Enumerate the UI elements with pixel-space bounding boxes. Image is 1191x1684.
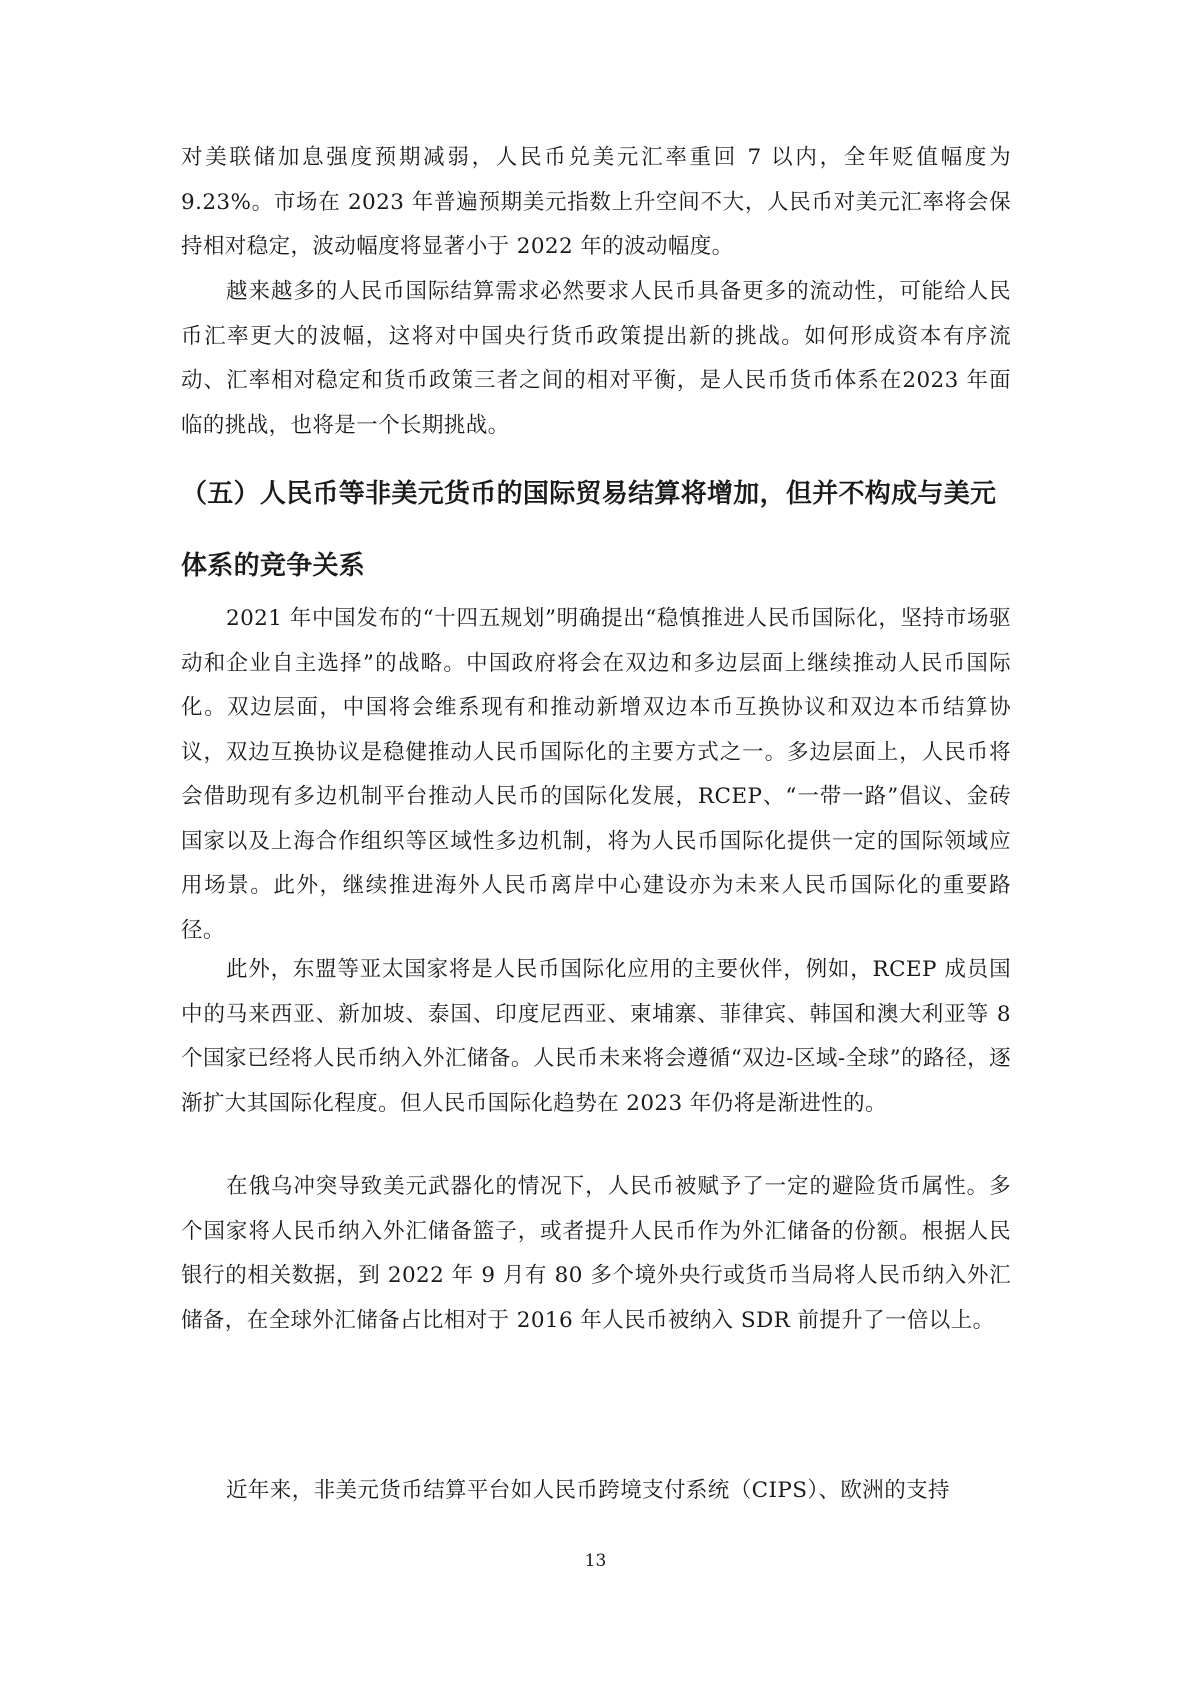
page-number: 13: [584, 1551, 607, 1571]
section-heading: （五）人民币等非美元货币的国际贸易结算将增加，但并不构成与美元体系的竞争关系: [181, 479, 997, 581]
paragraph-exchange-rate-continued: 对美联储加息强度预期减弱，人民币兑美元汇率重回 7 以内，全年贬值幅度为9.23%。市场在 2023 年普遍预期美元指数上升空间不大，人民币对美元汇率将会保持相对稳定，波动幅度将显著小于 2022 年的波动幅度。: [181, 145, 1011, 259]
paragraph-settlement-platforms: 近年来，非美元货币结算平台如人民币跨境支付系统（CIPS）、欧洲的支持: [226, 1478, 950, 1503]
paragraph-liquidity-challenge: 越来越多的人民币国际结算需求必然要求人民币具备更多的流动性，可能给人民币汇率更大的波幅，这将对中国央行货币政策提出新的挑战。如何形成资本有序流动、汇率相对稳定和货币政策三者之间的相对平衡，是人民币货币体系在2023 年面临的挑战，也将是一个长期挑战。: [181, 279, 1011, 438]
paragraph-asean-partners: 此外，东盟等亚太国家将是人民币国际化应用的主要伙伴，例如，RCEP 成员国中的马来西亚、新加坡、泰国、印度尼西亚、柬埔寨、菲律宾、韩国和澳大利亚等 8 个国家已经将人民币纳入外汇储备。人民币未来将会遵循“双边-区域-全球”的路径，逐渐扩大其国际化程度。但人民币国际化趋势在 2023 年仍将是渐进性的。: [181, 957, 1011, 1116]
paragraph-safe-haven-currency: 在俄乌冲突导致美元武器化的情况下，人民币被赋予了一定的避险货币属性。多个国家将人民币纳入外汇储备篮子，或者提升人民币作为外汇储备的份额。根据人民银行的相关数据，到 2022 年 9 月有 80 多个境外央行或货币当局将人民币纳入外汇储备，在全球外汇储备占比相对于 2016 年人民币被纳入 SDR 前提升了一倍以上。: [181, 1174, 1011, 1333]
paragraph-fourteenth-five-year-plan: 2021 年中国发布的“十四五规划”明确提出“稳慎推进人民币国际化，坚持市场驱动和企业自主选择”的战略。中国政府将会在双边和多边层面上继续推动人民币国际化。双边层面，中国将会维系现有和推动新增双边本币互换协议和双边本币结算协议，双边互换协议是稳健推动人民币国际化的主要方式之一。多边层面上，人民币将会借助现有多边机制平台推动人民币的国际化发展，RCEP、“一带一路”倡议、金砖国家以及上海合作组织等区域性多边机制，将为人民币国际化提供一定的国际领域应用场景。此外，继续推进海外人民币离岸中心建设亦为未来人民币国际化的重要路径。: [181, 606, 1011, 943]
